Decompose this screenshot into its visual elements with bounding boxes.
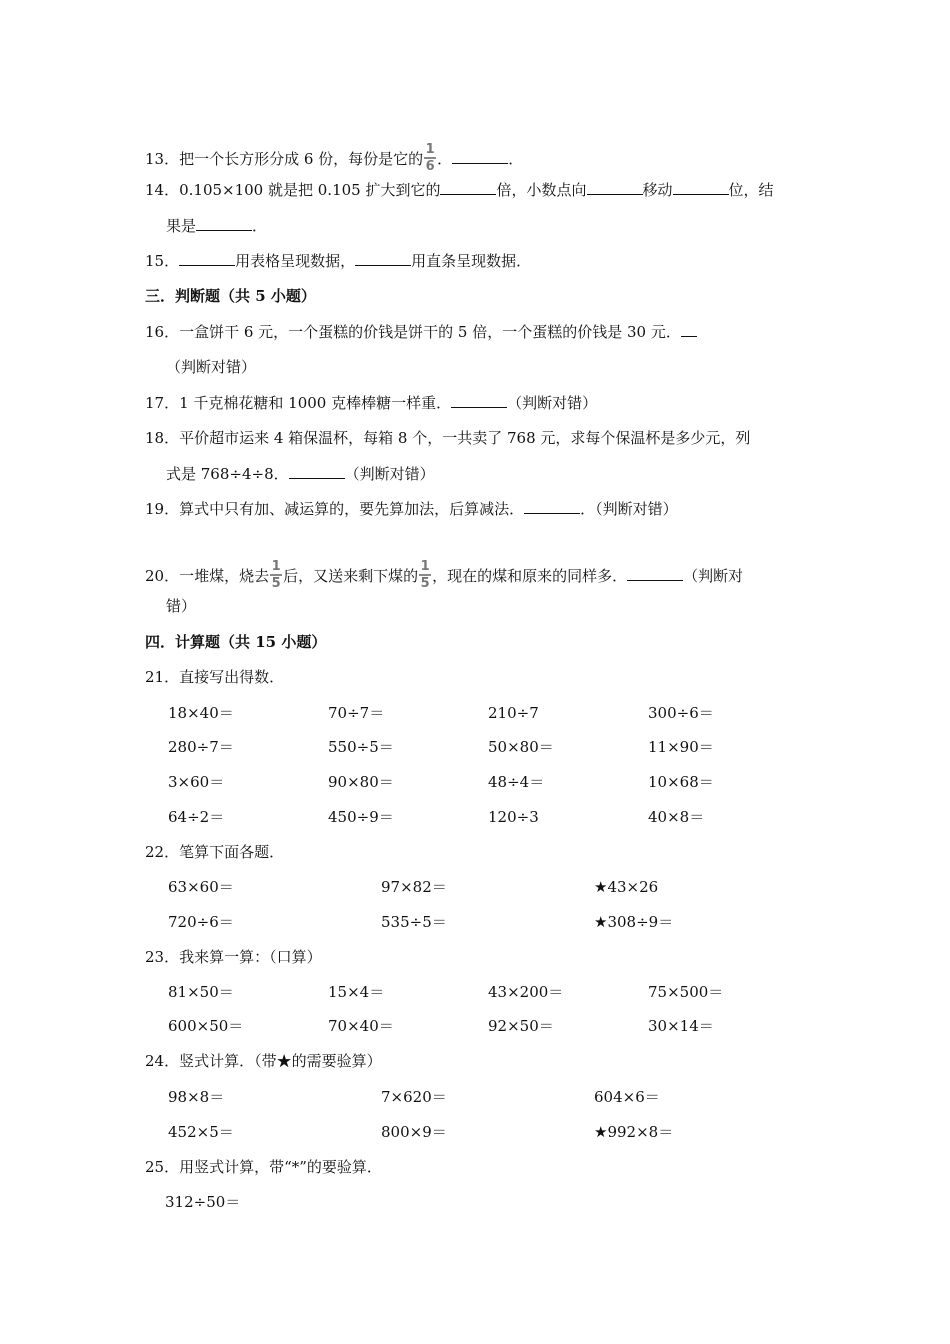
arithmetic-problem: 30×14＝ [648,1017,714,1035]
section-heading-judgment: 三．判断题（共 5 小题） [145,287,316,305]
question-23-title: 23．我来算一算：（口算） [145,948,322,966]
arithmetic-problem: 10×68＝ [648,773,714,791]
answer-blank[interactable] [355,251,411,266]
arithmetic-problem: 450÷9＝ [328,808,394,826]
question-20-cont: 错） [166,597,197,615]
answer-blank[interactable] [673,180,729,195]
problem-row [0,1016,950,1036]
arithmetic-problem: 800×9＝ [381,1123,447,1141]
arithmetic-problem: 92×50＝ [488,1017,554,1035]
arithmetic-problem: 63×60＝ [168,878,234,896]
arithmetic-problem: 280÷7＝ [168,738,234,756]
arithmetic-problem: 40×8＝ [648,808,705,826]
question-22-title: 22．笔算下面各题． [145,843,285,861]
arithmetic-problem: 75×500＝ [648,983,724,1001]
question-14-cont: 果是 ． [166,217,268,235]
arithmetic-problem: 535÷5＝ [381,913,447,931]
answer-blank[interactable] [681,322,697,337]
answer-blank[interactable] [196,216,252,231]
answer-blank[interactable] [627,566,683,581]
arithmetic-problem: 18×40＝ [168,704,234,722]
arithmetic-problem: 70×40＝ [328,1017,394,1035]
problem-row [0,807,950,827]
answer-blank[interactable] [452,149,508,164]
problem-row [0,703,950,723]
q13-text: 13．把一个长方形分成 6 份，每份是它的 [145,150,424,168]
question-24-title: 24．竖式计算．（带★的需要验算） [145,1052,382,1070]
problem-row [0,912,950,932]
question-25-item: 312÷50＝ [165,1193,241,1211]
arithmetic-problem: 600×50＝ [168,1017,244,1035]
question-20: 20．一堆煤，烧去 $\frac{1}{5}$ 后，又送来剩下煤的 $\frac{1}{5}$ ，现在的煤和原来的同样多． （判断对 [145,559,744,591]
arithmetic-problem: 11×90＝ [648,738,714,756]
arithmetic-problem: 3×60＝ [168,773,225,791]
problem-row [0,1087,950,1107]
arithmetic-problem: 604×6＝ [594,1088,660,1106]
answer-blank[interactable] [440,180,496,195]
question-16-cont: （判断对错） [166,358,257,376]
answer-blank[interactable] [179,251,235,266]
question-16: 16．一盒饼干 6 元，一个蛋糕的价钱是饼干的 5 倍，一个蛋糕的价钱是 30 元． [145,322,697,342]
problem-row [0,772,950,792]
arithmetic-problem: 90×80＝ [328,773,394,791]
arithmetic-problem: 720÷6＝ [168,913,234,931]
arithmetic-problem: 97×82＝ [381,878,447,896]
fraction-one-fifth: $\frac{1}{5}$ [420,559,430,591]
arithmetic-problem: 48÷4＝ [488,773,545,791]
problem-row [0,982,950,1002]
arithmetic-problem: 452×5＝ [168,1123,234,1141]
question-13: 13．把一个长方形分成 6 份，每份是它的 $\frac{1}{6}$ ． ． [145,142,524,174]
question-21-title: 21．直接写出得数． [145,668,285,686]
arithmetic-problem: 300÷6＝ [648,704,714,722]
arithmetic-problem: ★308÷9＝ [594,913,674,931]
arithmetic-problem: ★43×26 [594,878,659,896]
question-17: 17．1 千克棉花糖和 1000 克棒棒糖一样重． （判断对错） [145,394,598,412]
answer-blank[interactable] [451,393,507,408]
answer-blank[interactable] [289,464,345,479]
arithmetic-problem: 550÷5＝ [328,738,394,756]
answer-blank[interactable] [524,499,580,514]
problem-row [0,737,950,757]
question-19: 19．算式中只有加、减运算的，要先算加法，后算减法． ．（判断对错） [145,500,678,518]
arithmetic-problem: 98×8＝ [168,1088,225,1106]
question-25-title: 25．用竖式计算，带“*”的要验算． [145,1158,382,1176]
arithmetic-problem: 64÷2＝ [168,808,225,826]
question-14: 14．0.105×100 就是把 0.105 扩大到它的 倍，小数点向 移动 位，结 [145,181,774,199]
fraction-one-fifth: $\frac{1}{5}$ [271,559,281,591]
problem-row [0,877,950,897]
arithmetic-problem: 7×620＝ [381,1088,447,1106]
fraction-one-sixth: $\frac{1}{6}$ [425,142,435,174]
question-15: 15． 用表格呈现数据， 用直条呈现数据． [145,252,532,270]
problem-row [0,1122,950,1142]
arithmetic-problem: 120÷3 [488,808,539,826]
arithmetic-problem: 210÷7 [488,704,539,722]
arithmetic-problem: 81×50＝ [168,983,234,1001]
question-18-cont: 式是 768÷4÷8． （判断对错） [166,465,435,483]
question-18: 18．平价超市运来 4 箱保温杯，每箱 8 个，一共卖了 768 元，求每个保温杯是多少元，列 [145,429,751,447]
arithmetic-problem: ★992×8＝ [594,1123,674,1141]
arithmetic-problem: 50×80＝ [488,738,554,756]
arithmetic-problem: 43×200＝ [488,983,564,1001]
arithmetic-problem: 70÷7＝ [328,704,385,722]
answer-blank[interactable] [587,180,643,195]
arithmetic-problem: 15×4＝ [328,983,385,1001]
section-heading-calculation: 四．计算题（共 15 小题） [145,633,327,651]
